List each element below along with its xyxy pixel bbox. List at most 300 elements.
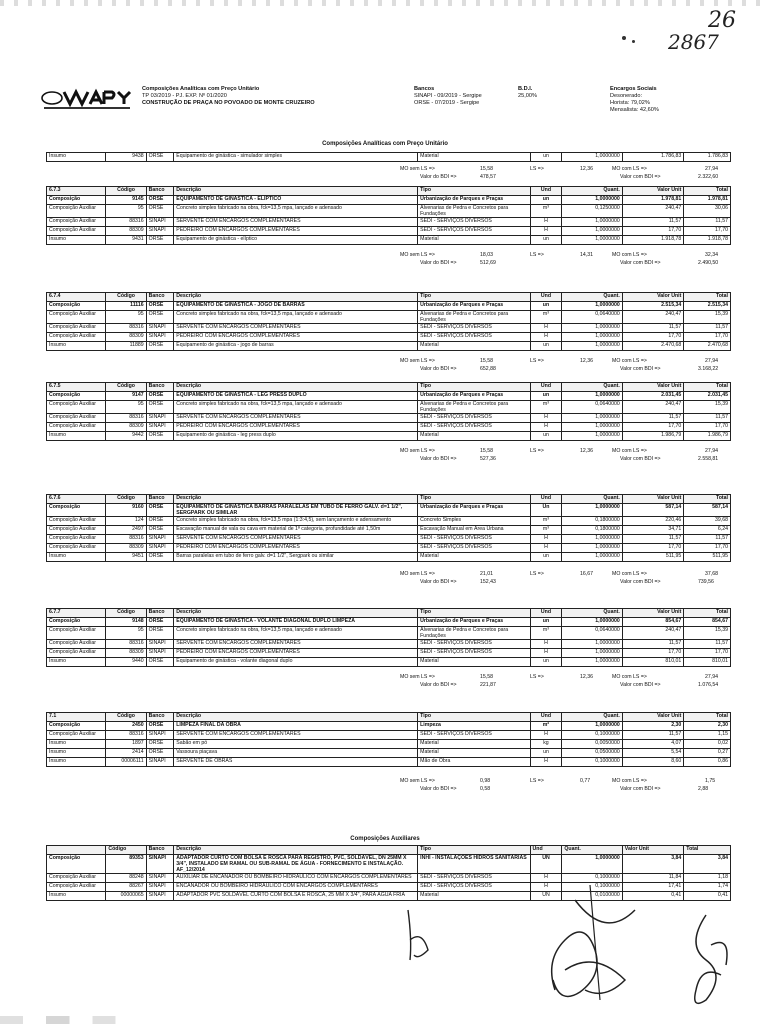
row-unit: H — [530, 758, 562, 767]
row-quantity: 1,0000000 — [562, 432, 622, 441]
row-kind: Insumo — [47, 740, 106, 749]
row-description: SERVENTE COM ENCARGOS COMPLEMENTARES — [174, 324, 418, 333]
aux-main-row — [47, 855, 731, 874]
summary-label-bdi: Valor do BDI => — [420, 578, 457, 585]
table-header-row — [47, 383, 731, 392]
summary-ls: 14,31 — [580, 252, 593, 259]
col-header-total: Total — [684, 713, 731, 722]
row-description: Equipamento de ginástica - leg press duplo — [174, 432, 418, 441]
row-code: 11116 — [106, 302, 146, 311]
row-unit: H — [530, 640, 562, 649]
summary-bdi: 0,58 — [480, 786, 491, 793]
row-code: 9145 — [106, 196, 146, 205]
row-type: SEDI - SERVIÇOS DIVERSOS — [418, 649, 530, 658]
row-bank: ORSE — [146, 722, 174, 731]
row-bank: ORSE — [146, 618, 174, 627]
row-quantity: 1,0000000 — [562, 392, 622, 401]
col-header-unit: Und — [530, 383, 562, 392]
summary-mo-com-ls: 27,94 — [705, 674, 718, 681]
row-unit: un — [530, 236, 562, 245]
row-type: Urbanização de Parques e Praças — [418, 618, 530, 627]
summary-label-ls: LS => — [530, 358, 544, 365]
row-description: Equipamento de ginástica - elíptico — [174, 236, 418, 245]
block-summary — [400, 252, 731, 268]
row-total: 15,39 — [684, 311, 731, 324]
row-unit-price: 2.515,34 — [622, 302, 684, 311]
row-unit: un — [530, 432, 562, 441]
row-code: 88316 — [106, 414, 146, 423]
row-quantity: 0,1000000 — [562, 883, 622, 892]
row-bank: SINAPI — [146, 218, 174, 227]
row-kind: Insumo — [47, 892, 106, 901]
row-unit: m³ — [530, 517, 562, 526]
row-bank: ORSE — [146, 205, 174, 218]
row-type: SEDI - SERVIÇOS DIVERSOS — [418, 414, 530, 423]
row-code: 9148 — [106, 618, 146, 627]
summary-bdi: 512,69 — [480, 260, 496, 267]
summary-label-com-bdi: Valor com BDI => — [620, 682, 661, 689]
row-type: SEDI - SERVIÇOS DIVERSOS — [418, 333, 530, 342]
row-total: 17,70 — [684, 423, 731, 432]
summary-ls: 12,36 — [580, 448, 593, 455]
row-unit-price: 2,30 — [622, 722, 684, 731]
col-header-unit: Und — [530, 609, 562, 618]
row-code: 9440 — [106, 658, 146, 667]
row-kind: Composição Auxiliar — [47, 517, 106, 526]
col-header-unit: Und — [530, 713, 562, 722]
table-header-row — [47, 495, 731, 504]
col-header-bank: Banco — [146, 495, 174, 504]
row-unit-price: 240,47 — [622, 311, 684, 324]
summary-label-mo-sem-ls: MO sem LS => — [400, 570, 435, 577]
item-number: 6.7.6 — [47, 495, 106, 504]
row-description: Equipamento de ginástica - volante diagonal duplo — [174, 658, 418, 667]
row-code: 9160 — [106, 504, 146, 517]
row-code: 1897 — [106, 740, 146, 749]
composition-row — [47, 535, 731, 544]
composition-row — [47, 218, 731, 227]
summary-label-ls: LS => — [530, 448, 544, 455]
row-total: 17,70 — [684, 333, 731, 342]
row-type: Alvenarias de Pedra e Concretos para Fundações — [418, 311, 530, 324]
row-bank: SINAPI — [146, 227, 174, 236]
summary-label-mo-com-ls: MO com LS => — [612, 778, 647, 785]
row-quantity: 1,0000000 — [562, 414, 622, 423]
col-header-unit: Und — [530, 495, 562, 504]
row-total: 39,68 — [684, 517, 731, 526]
row-total: 1,74 — [684, 883, 731, 892]
row-kind: Composição Auxiliar — [47, 731, 106, 740]
summary-label-com-bdi: Valor com BDI => — [620, 366, 661, 373]
row-quantity: 1,0000000 — [562, 640, 622, 649]
summary-mo-com-ls: 32,34 — [705, 252, 718, 259]
row-quantity: 0,1000000 — [562, 731, 622, 740]
row-kind: Composição — [47, 855, 106, 874]
summary-com-bdi: 2,88 — [698, 786, 709, 793]
summary-mo-com-ls: 27,94 — [705, 448, 718, 455]
col-header-unit: Und — [530, 846, 562, 855]
summary-label-mo-com-ls: MO com LS => — [612, 674, 647, 681]
row-type: Material — [418, 342, 530, 351]
row-total: 0,02 — [684, 740, 731, 749]
row-unit-price: 11,84 — [622, 874, 684, 883]
row-unit-price: 2.470,68 — [622, 342, 684, 351]
row-unit-price: 3,84 — [622, 855, 684, 874]
row-quantity: 1,0000000 — [562, 196, 622, 205]
signature-2 — [535, 880, 645, 1010]
summary-label-com-bdi: Valor com BDI => — [620, 260, 661, 267]
summary-mo-sem-ls: 15,58 — [480, 358, 493, 365]
summary-label-ls: LS => — [530, 252, 544, 259]
row-kind: Composição Auxiliar — [47, 401, 106, 414]
row-bank: SINAPI — [146, 544, 174, 553]
row-total: 17,70 — [684, 227, 731, 236]
row-bank: SINAPI — [146, 423, 174, 432]
row-type: SEDI - SERVIÇOS DIVERSOS — [418, 218, 530, 227]
summary-com-bdi: 1.076,54 — [698, 682, 719, 689]
row-kind: Composição Auxiliar — [47, 526, 106, 535]
row-bank: SINAPI — [146, 535, 174, 544]
row-bank: ORSE — [146, 627, 174, 640]
row-unit-price: 854,67 — [622, 618, 684, 627]
row-type: Material — [418, 658, 530, 667]
row-type: Alvenarias de Pedra e Concretos para Fundações — [418, 205, 530, 218]
row-code: 2497 — [106, 526, 146, 535]
row-quantity: 1,0000000 — [562, 658, 622, 667]
col-header-bank: Banco — [146, 609, 174, 618]
row-total: 1.918,78 — [684, 236, 731, 245]
col-header-bank: Banco — [146, 846, 174, 855]
summary-label-com-bdi: Valor com BDI => — [620, 786, 661, 793]
row-description: LIMPEZA FINAL DA OBRA — [174, 722, 418, 731]
row-unit-price: 220,46 — [622, 517, 684, 526]
row-total: 2.470,68 — [684, 342, 731, 351]
row-kind: Insumo — [47, 749, 106, 758]
col-header-type: Tipo — [418, 187, 530, 196]
row-total: 15,39 — [684, 627, 731, 640]
row-unit-price: 511,95 — [622, 553, 684, 562]
row-bank: SINAPI — [146, 731, 174, 740]
header-bdi — [518, 86, 537, 100]
row-unit-price: 11,57 — [622, 324, 684, 333]
col-header-total: Total — [684, 495, 731, 504]
summary-ls: 16,67 — [580, 570, 593, 577]
row-quantity: 0,0640000 — [562, 311, 622, 324]
col-header-description: Descrição — [174, 609, 418, 618]
row-quantity: 1,0000000 — [562, 544, 622, 553]
composition-row — [47, 658, 731, 667]
row-kind: Composição Auxiliar — [47, 883, 106, 892]
row-description: PEDREIRO COM ENCARGOS COMPLEMENTARES — [174, 649, 418, 658]
block-summary — [400, 571, 731, 587]
row-code: 88316 — [106, 731, 146, 740]
item-number: 7.1 — [47, 713, 106, 722]
row-unit-price: 17,70 — [622, 333, 684, 342]
row-kind: Insumo — [47, 153, 106, 162]
composition-table — [46, 608, 731, 667]
summary-label-bdi: Valor do BDI => — [420, 366, 457, 373]
col-header-type: Tipo — [418, 293, 530, 302]
row-code: 88316 — [106, 535, 146, 544]
summary-label-mo-sem-ls: MO sem LS => — [400, 358, 435, 365]
row-bank: ORSE — [146, 196, 174, 205]
row-unit-price: 8,60 — [622, 758, 684, 767]
summary-mo-sem-ls: 15,58 — [480, 448, 493, 455]
row-quantity: 1,0000000 — [562, 423, 622, 432]
summary-com-bdi: 739,56 — [698, 578, 714, 585]
col-header-quantity: Quant. — [562, 293, 622, 302]
row-description: Escavação manual de vala ou cava em material de 1ª categoria, profundidade até 1,50m — [174, 526, 418, 535]
row-code: 124 — [106, 517, 146, 526]
row-quantity: 1,0000000 — [562, 855, 622, 874]
col-header-code: Código — [106, 293, 146, 302]
row-description: Vassoura piaçava — [174, 749, 418, 758]
row-quantity: 0,0500000 — [562, 749, 622, 758]
col-header-quantity: Quant. — [562, 495, 622, 504]
row-code: 88267 — [106, 883, 146, 892]
row-type: Material — [418, 553, 530, 562]
row-unit-price: 240,47 — [622, 401, 684, 414]
row-code: 9431 — [106, 236, 146, 245]
row-quantity: 1,0000000 — [562, 618, 622, 627]
row-unit: H — [530, 731, 562, 740]
row-type: SEDI - SERVIÇOS DIVERSOS — [418, 535, 530, 544]
row-code: 2450 — [106, 722, 146, 731]
row-type: SEDI - SERVIÇOS DIVERSOS — [418, 324, 530, 333]
row-unit: H — [530, 227, 562, 236]
row-unit-price: 810,01 — [622, 658, 684, 667]
row-unit: H — [530, 883, 562, 892]
row-unit: H — [530, 333, 562, 342]
scan-noise-bottom — [0, 1016, 770, 1024]
composition-row — [47, 553, 731, 562]
row-quantity: 0,1000000 — [562, 874, 622, 883]
composition-main-row — [47, 722, 731, 731]
summary-label-com-bdi: Valor com BDI => — [620, 456, 661, 463]
row-unit: H — [530, 218, 562, 227]
col-header-total: Total — [684, 187, 731, 196]
row-description: EQUIPAMENTO DE GINÁSTICA - JOGO DE BARRAS — [174, 302, 418, 311]
banks-label: Bancos — [414, 86, 435, 92]
composition-row — [47, 205, 731, 218]
col-header-bank: Banco — [146, 293, 174, 302]
summary-bdi: 221,87 — [480, 682, 496, 689]
summary-mo-com-ls: 1,75 — [705, 778, 716, 785]
col-header-type: Tipo — [418, 609, 530, 618]
scan-speck — [632, 40, 635, 43]
row-description: Equipamento de ginástica - jogo de barras — [174, 342, 418, 351]
col-header-description: Descrição — [174, 383, 418, 392]
row-bank: SINAPI — [146, 649, 174, 658]
col-header-code: Código — [106, 187, 146, 196]
row-unit-price: 17,70 — [622, 227, 684, 236]
row-unit: m² — [530, 722, 562, 731]
row-total: 6,24 — [684, 526, 731, 535]
col-header-description: Descrição — [174, 187, 418, 196]
row-bank: SINAPI — [146, 874, 174, 883]
row-bank: SINAPI — [146, 640, 174, 649]
row-unit: kg — [530, 740, 562, 749]
handwritten-page-number: 2867 — [668, 30, 719, 54]
row-type: Limpeza — [418, 722, 530, 731]
header-left — [142, 86, 315, 107]
summary-mo-com-ls: 37,68 — [705, 570, 718, 577]
col-header-type: Tipo — [418, 383, 530, 392]
row-total: 17,70 — [684, 544, 731, 553]
composition-row — [47, 311, 731, 324]
row-unit-price: 17,70 — [622, 544, 684, 553]
row-type: Escavação Manual em Área Urbana — [418, 526, 530, 535]
row-description: EQUIPAMENTO DE GINÁSTICA - ELÍPTICO — [174, 196, 418, 205]
row-description: Concreto simples fabricado na obra, fck=13,5 mpa, lançado e adensado — [174, 205, 418, 218]
row-quantity: 1,0000000 — [562, 227, 622, 236]
row-unit: Un — [530, 504, 562, 517]
row-quantity: 1,0000000 — [562, 236, 622, 245]
row-total: 810,01 — [684, 658, 731, 667]
row-bank: SINAPI — [146, 414, 174, 423]
col-header-code: Código — [106, 713, 146, 722]
row-unit-price: 587,14 — [622, 504, 684, 517]
composition-row — [47, 640, 731, 649]
block-summary — [400, 166, 731, 182]
row-bank: ORSE — [146, 236, 174, 245]
composition-table — [46, 712, 731, 767]
row-unit: m³ — [530, 311, 562, 324]
row-type: Urbanização de Parques e Praças — [418, 302, 530, 311]
row-type: Material — [418, 236, 530, 245]
summary-label-mo-com-ls: MO com LS => — [612, 252, 647, 259]
composition-row — [47, 544, 731, 553]
col-header-code: Código — [106, 383, 146, 392]
composition-row — [47, 731, 731, 740]
row-unit: un — [530, 196, 562, 205]
header-line-3: CONSTRUÇÃO DE PRAÇA NO POVOADO DE MONTE CRUZEIRO — [142, 100, 315, 106]
handwritten-mark: 26 — [708, 8, 736, 33]
row-description: AUXILIAR DE ENCANADOR OU BOMBEIRO HIDRÁULICO COM ENCARGOS COMPLEMENTARES — [174, 874, 418, 883]
row-type: Material — [418, 740, 530, 749]
row-kind: Composição — [47, 302, 106, 311]
row-description: EQUIPAMENTO DE GINÁSTICA BARRAS PARALELAS EM TUBO DE FERRO GALV. d=1 1/2", SERGPARK OU SIMILAR — [174, 504, 418, 517]
row-total: 0,41 — [684, 892, 731, 901]
row-kind: Insumo — [47, 236, 106, 245]
row-unit-price: 17,41 — [622, 883, 684, 892]
row-total: 30,06 — [684, 205, 731, 218]
section-title: Composições Analíticas com Preço Unitário — [322, 141, 448, 147]
row-total: 1.786,83 — [684, 153, 731, 162]
summary-label-bdi: Valor do BDI => — [420, 174, 457, 181]
row-unit: UN — [530, 892, 562, 901]
item-number: 6.7.4 — [47, 293, 106, 302]
summary-mo-sem-ls: 0,98 — [480, 778, 491, 785]
header-banks — [414, 86, 482, 107]
row-description: ADAPTADOR PVC SOLDÁVEL CURTO COM BOLSA E ROSCA, 25 MM X 3/4", PARA ÁGUA FRIA — [174, 892, 418, 901]
row-total: 0,27 — [684, 749, 731, 758]
row-bank: ORSE — [146, 740, 174, 749]
composition-row — [47, 236, 731, 245]
row-bank: ORSE — [146, 658, 174, 667]
summary-bdi: 527,36 — [480, 456, 496, 463]
row-unit: m³ — [530, 627, 562, 640]
row-kind: Composição Auxiliar — [47, 218, 106, 227]
row-kind: Insumo — [47, 553, 106, 562]
col-header-description: Descrição — [174, 846, 418, 855]
row-type: SEDI - SERVIÇOS DIVERSOS — [418, 423, 530, 432]
col-header-unit-price: Valor Unit — [622, 293, 684, 302]
summary-ls: 12,36 — [580, 166, 593, 173]
summary-label-ls: LS => — [530, 778, 544, 785]
row-kind: Composição Auxiliar — [47, 311, 106, 324]
composition-table — [46, 292, 731, 351]
row-type: Material — [418, 432, 530, 441]
encargos-line-2: Horista: 79,02% — [610, 100, 650, 106]
row-quantity: 1,0000000 — [562, 342, 622, 351]
row-code: 9147 — [106, 392, 146, 401]
summary-mo-com-ls: 27,94 — [705, 358, 718, 365]
row-unit-price: 0,41 — [622, 892, 684, 901]
table-header-row — [47, 609, 731, 618]
summary-label-mo-sem-ls: MO sem LS => — [400, 448, 435, 455]
col-header-unit-price: Valor Unit — [622, 609, 684, 618]
row-unit: un — [530, 553, 562, 562]
row-unit: H — [530, 414, 562, 423]
row-description: EQUIPAMENTO DE GINÁSTICA - VOLANTE DIAGONAL DUPLO LIMPEZA — [174, 618, 418, 627]
row-code: 95 — [106, 311, 146, 324]
row-unit: H — [530, 535, 562, 544]
row-code: 88309 — [106, 333, 146, 342]
item-number: 6.7.7 — [47, 609, 106, 618]
row-type: SEDI - SERVIÇOS DIVERSOS — [418, 874, 530, 883]
composition-row — [47, 401, 731, 414]
composition-row — [47, 423, 731, 432]
summary-label-com-bdi: Valor com BDI => — [620, 174, 661, 181]
row-unit-price: 11,57 — [622, 731, 684, 740]
row-quantity: 0,1800000 — [562, 526, 622, 535]
row-bank: SINAPI — [146, 855, 174, 874]
composition-table — [46, 382, 731, 441]
row-description: Sabão em pó — [174, 740, 418, 749]
row-code: 11889 — [106, 342, 146, 351]
row-description: SERVENTE DE OBRAS — [174, 758, 418, 767]
composition-row — [47, 740, 731, 749]
row-bank: ORSE — [146, 392, 174, 401]
row-total: 11,57 — [684, 218, 731, 227]
row-type: SEDI - SERVIÇOS DIVERSOS — [418, 544, 530, 553]
row-total: 587,14 — [684, 504, 731, 517]
col-header-total: Total — [684, 846, 731, 855]
summary-label-mo-com-ls: MO com LS => — [612, 358, 647, 365]
col-header-code: Código — [106, 495, 146, 504]
row-unit: m³ — [530, 401, 562, 414]
col-header-unit-price: Valor Unit — [622, 495, 684, 504]
signature-3 — [676, 905, 736, 1015]
row-code: 89353 — [106, 855, 146, 874]
row-description: EQUIPAMENTO DE GINÁSTICA - LEG PRESS DUPLO — [174, 392, 418, 401]
summary-label-mo-sem-ls: MO sem LS => — [400, 674, 435, 681]
row-code: 88316 — [106, 640, 146, 649]
row-code: 95 — [106, 627, 146, 640]
row-type: INHI - INSTALAÇÕES HIDROS SANITÁRIAS — [418, 855, 530, 874]
composition-table — [46, 186, 731, 245]
row-total: 17,70 — [684, 649, 731, 658]
row-unit-price: 240,47 — [622, 205, 684, 218]
composition-main-row — [47, 504, 731, 517]
row-code: 00006111 — [106, 758, 146, 767]
col-header-unit: Und — [530, 293, 562, 302]
row-quantity: 1,0000000 — [562, 218, 622, 227]
row-kind: Composição Auxiliar — [47, 205, 106, 218]
row-type: SEDI - SERVIÇOS DIVERSOS — [418, 640, 530, 649]
composition-row — [47, 342, 731, 351]
